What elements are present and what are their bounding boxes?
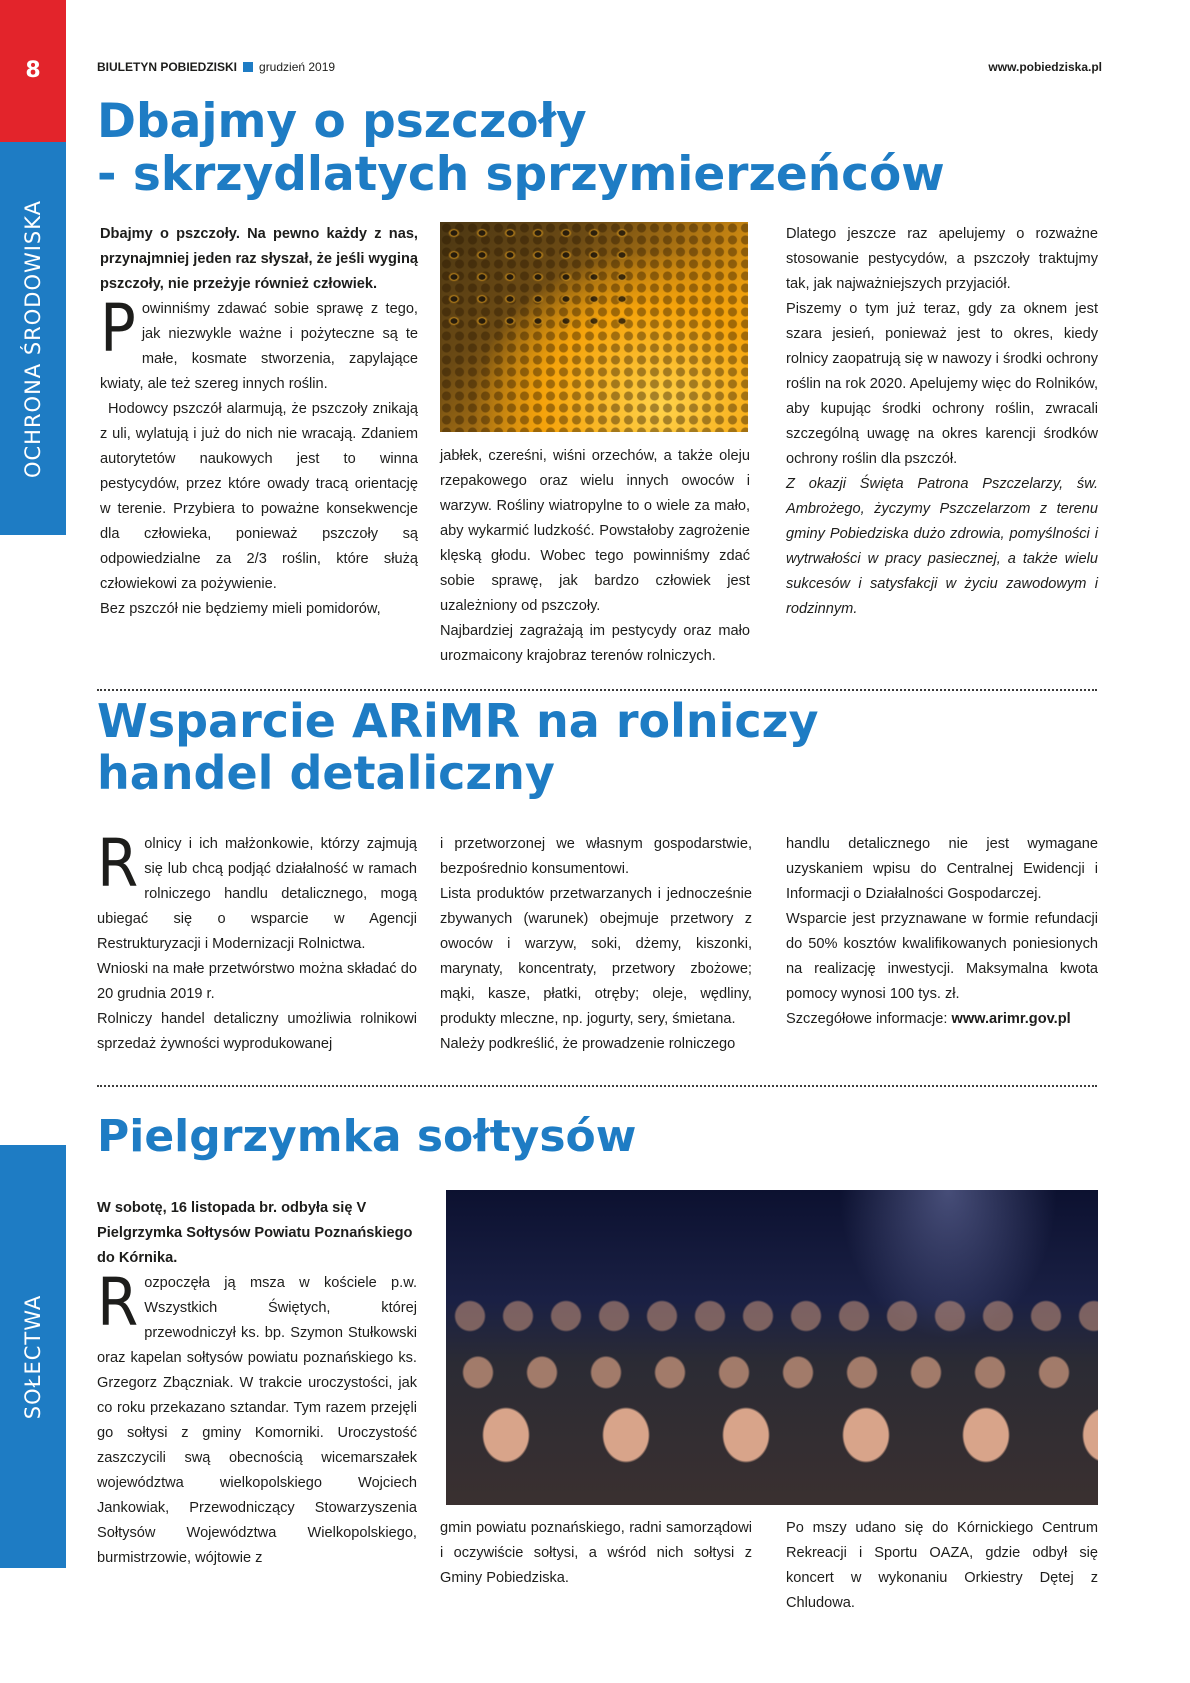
website-link[interactable]: www.pobiedziska.pl	[988, 60, 1102, 74]
article2-paragraph: Rolniczy handel detaliczny umożliwia rolnikowi sprzedaż żywności wyprodukowanej	[97, 1011, 417, 1052]
article2-title-line2: handel detaliczny	[97, 745, 555, 800]
dropcap: R	[97, 1264, 139, 1341]
article2-column2	[440, 832, 752, 1057]
article1-paragraph: jabłek, czereśni, wiśni orzechów, a także oleju rzepakowego oraz wielu innych owoców i warzyw. Rośliny wiatropylne to o wiele za mało, aby wykarmić ludzkość. Powstałoby zagrożenie klęską głodu. Wobec tego powinniśmy zdać sobie sprawę, jak bardzo człowiek jest uzależniony od pszczoły.	[440, 448, 750, 614]
audience-row	[446, 1350, 1098, 1406]
arimr-link[interactable]: www.arimr.gov.pl	[951, 1011, 1071, 1027]
article2-paragraph: olnicy i ich małżonkowie, którzy zajmują się lub chcą podjąć działalność w ramach rolniczego handlu detalicznego, mogą ubiegać się o wsparcie w Agencji Restrukturyzacji i Modernizacji Rolnictwa.	[97, 836, 417, 952]
article2-column3	[786, 832, 1098, 1032]
honeycomb-bees-photo	[440, 222, 748, 432]
article2-paragraph: Wnioski na małe przetwórstwo można składać do 20 grudnia 2019 r.	[97, 961, 417, 1002]
article2-paragraph: Lista produktów przetwarzanych i jednocześnie zbywanych (warunek) obejmuje przetwory z owoców i warzyw, soki, dżemy, kiszonki, marynaty, koncentraty, przetwory zbożowe; mąki, kasze, płatki, otręby; oleje, wędliny, produkty mleczne, np. jogurty, sery, śmietana.	[440, 886, 752, 1027]
article3-column2	[440, 1516, 752, 1591]
article2-paragraph: Należy podkreślić, że prowadzenie rolniczego	[440, 1036, 736, 1052]
audience-row	[446, 1405, 1098, 1505]
details-prefix: Szczegółowe informacje:	[786, 1011, 952, 1027]
dotted-separator	[97, 689, 1097, 691]
article1-column1	[100, 222, 418, 622]
issue-date: grudzień 2019	[259, 60, 336, 74]
dotted-separator	[97, 1085, 1097, 1087]
dropcap: R	[97, 825, 139, 902]
article3-paragraph: ozpoczęła ją msza w kościele p.w. Wszystkich Świętych, której przewodniczył ks. bp. Szymon Stułkowski oraz kapelan sołtysów powiatu poznańskiego ks. Grzegorz Zbączniak. W trakcie uroczystości, jak co roku przekazano sztandar. Tym razem przejęli go sołtysi z gminy Komorniki. Uroczystość zaszczycili swą obecnością wicemarszałek województwa wielkopolskiego Wojciech Jankowiak, Przewodniczący Stowarzyszenia Sołtysów Województwa Wielkopolskiego, burmistrzowie, wójtowie z	[97, 1275, 417, 1566]
publication-name: BIULETYN POBIEDZISKI	[97, 60, 238, 74]
article1-paragraph: Dlatego jeszcze raz apelujemy o rozważne stosowanie pestycydów, a pszczoły traktujmy tak, jak najważniejszych przyjaciół.	[786, 226, 1098, 292]
article1-paragraph: Piszemy o tym już teraz, gdy za oknem jest szara jesień, ponieważ jest to okres, kiedy rolnicy zaopatrują się w nawozy i środki ochrony roślin na rok 2020. Apelujemy więc do Rolników, aby kupując środki ochrony roślin, zwracali szczególną uwagę na okres karencji środków ochrony roślin dla pszczół.	[786, 301, 1098, 467]
pilgrimage-audience-photo	[446, 1190, 1098, 1505]
section-tab-villages	[0, 1145, 66, 1568]
article3-column3	[786, 1516, 1098, 1616]
audience-row	[446, 1300, 1098, 1340]
article1-paragraph: Bez pszczół nie będziemy mieli pomidorów,	[100, 601, 381, 617]
page-number: 8	[0, 0, 66, 142]
dropcap: P	[100, 290, 136, 367]
article2-title-line1: Wsparcie ARiMR na rolniczy	[97, 694, 819, 748]
article1-title	[97, 96, 945, 201]
article1-column3	[786, 222, 1098, 622]
article1-paragraph: owinniśmy zdawać sobie sprawę z tego, jak niezwykle ważne i pożyteczne są te małe, kosmate stworzenia, zapylające kwiaty, ale też szereg innych roślin.	[100, 301, 418, 392]
article2-column1	[97, 825, 417, 1057]
article3-title: Pielgrzymka sołtysów	[97, 1111, 637, 1162]
article3-paragraph: gmin powiatu poznańskiego, radni samorządowi i oczywiście sołtysi, a wśród nich sołtysi z Gminy Pobiedziska.	[440, 1520, 752, 1586]
article1-title-line1: Dbajmy o pszczoły	[97, 94, 587, 149]
section-tab-label: OCHRONA ŚRODOWISKA	[21, 199, 45, 478]
article3-column1	[97, 1196, 417, 1571]
article1-paragraph: Hodowcy pszczół alarmują, że pszczoły znikają z uli, wylatują i już do nich nie wracają. Zdaniem autorytetów naukowych jest to winna pestycydów, przez które owady tracą orientację w terenie. Przybiera to poważne konsekwencje dla człowieka, ponieważ pszczoły są odpowiedzialne za 2/3 roślin, które służą człowiekowi za pożywienie.	[100, 401, 418, 592]
article2-paragraph: Wsparcie jest przyznawane w formie refundacji do 50% kosztów kwalifikowanych poniesionych na realizację inwestycji. Maksymalna kwota pomocy wynosi 100 tys. zł.	[786, 911, 1098, 1002]
section-tab-environment	[0, 142, 66, 535]
section-tab-label: SOŁECTWA	[21, 1294, 45, 1419]
article3-paragraph: Po mszy udano się do Kórnickiego Centrum Rekreacji i Sportu OAZA, gdzie odbył się koncert w wykonaniu Orkiestry Dętej z Chludowa.	[786, 1520, 1098, 1611]
article1-wishes: Z okazji Święta Patrona Pszczelarzy, św. Ambrożego, życzymy Pszczelarzom z terenu gminy Pobiedziska dużo zdrowia, pomyślności i wytrwałości w pracy pasiecznej, a także wielu sukcesów i satysfakcji w życiu zawodowym i rodzinnym.	[786, 476, 1098, 617]
article2-title	[97, 696, 818, 799]
article2-paragraph: i przetworzonej we własnym gospodarstwie, bezpośrednio konsumentowi.	[440, 836, 752, 877]
article1-lead: Dbajmy o pszczoły. Na pewno każdy z nas, przynajmniej jeden raz słyszał, że jeśli wyginą pszczoły, nie przeżyje również człowiek.	[100, 226, 418, 292]
article3-lead: W sobotę, 16 listopada br. odbyła się V Pielgrzymka Sołtysów Powiatu Poznańskiego do Kórnika.	[97, 1200, 413, 1266]
running-header	[97, 60, 335, 74]
header-square-icon	[243, 62, 253, 72]
article1-paragraph: Najbardziej zagrażają im pestycydy oraz mało urozmaicony krajobraz terenów rolniczych.	[440, 623, 750, 664]
bees-cluster	[440, 222, 631, 338]
article2-paragraph: handlu detalicznego nie jest wymagane uzyskaniem wpisu do Centralnej Ewidencji i Informacji o Działalności Gospodarczej.	[786, 836, 1098, 902]
article1-title-line2: - skrzydlatych sprzymierzeńców	[97, 146, 945, 202]
article1-column2	[440, 444, 750, 669]
